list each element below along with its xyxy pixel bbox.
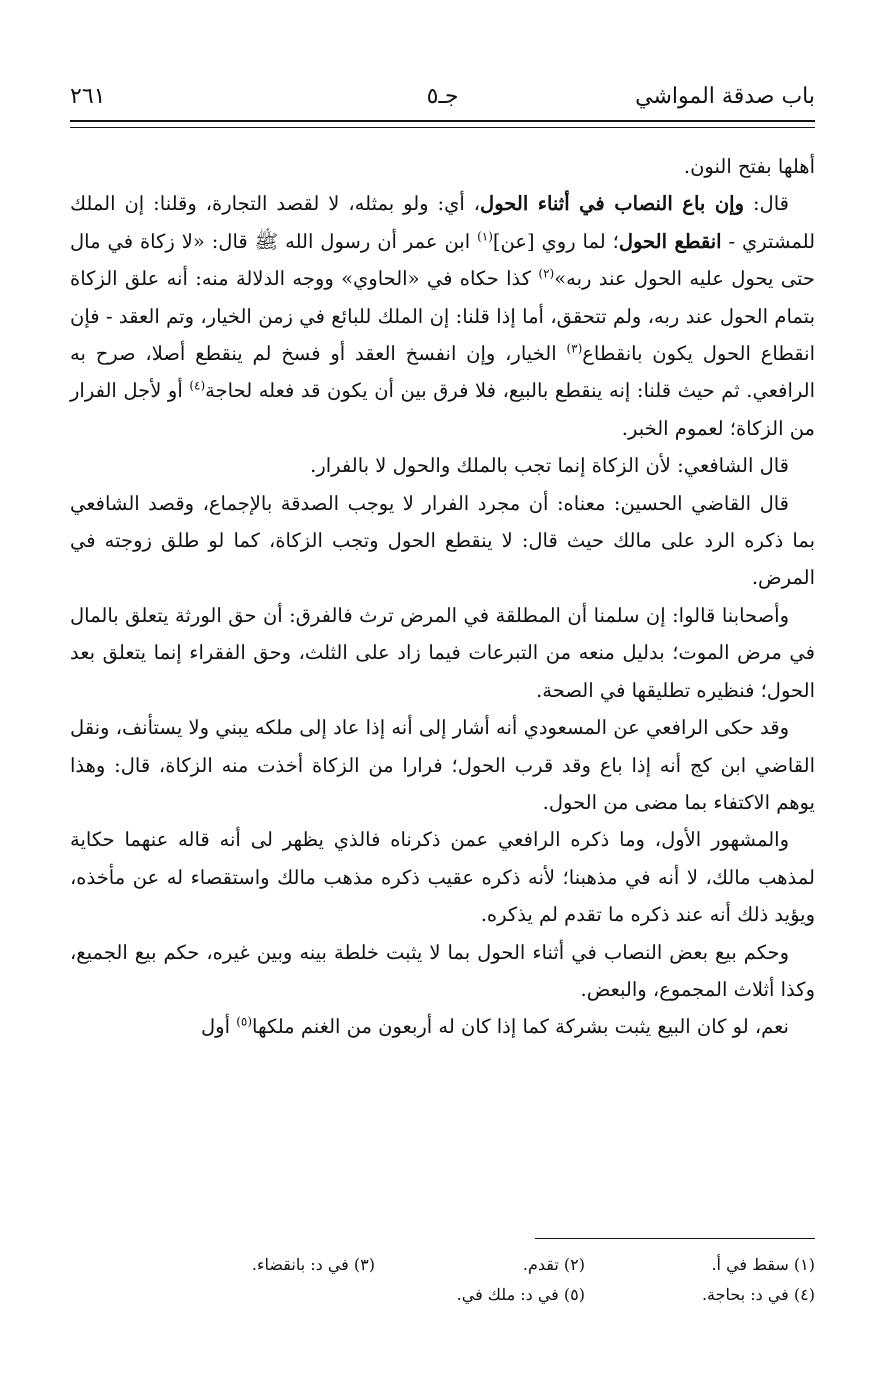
footnotes xyxy=(220,1250,815,1310)
footnote-marker: (٢) xyxy=(538,266,555,281)
matn-quote: وإن باع النصاب في أثناء الحول xyxy=(480,192,745,216)
footnote-4: (٤) في د: بحاجة. xyxy=(701,1285,815,1304)
paragraph: أهلها بفتح النون. xyxy=(683,155,815,178)
text-run: أول xyxy=(201,1015,237,1039)
matn-quote: انقطع الحول xyxy=(618,229,722,253)
main-text xyxy=(70,148,815,1046)
footnote-1: (١) سقط في أ. xyxy=(711,1255,815,1274)
text-run: ، أي: ولو بمثله، لا لقصد التجارة، وقلنا: إن الملك للمشتري - xyxy=(70,192,816,253)
text-run: أو لأجل الفرار من الزكاة؛ لعموم الخبر. xyxy=(70,379,815,440)
header-rule xyxy=(70,120,815,128)
chapter-title: باب صدقة المواشي xyxy=(635,84,815,109)
text-run: ؛ لما روي [عن] xyxy=(492,229,619,253)
text-run: قال: xyxy=(744,192,789,216)
footnote-marker: (١) xyxy=(477,229,493,244)
footnote-2: (٢) تقدم. xyxy=(522,1255,585,1274)
paragraph xyxy=(70,1008,815,1045)
paragraph: وحكم بيع بعض النصاب في أثناء الحول بما لا يثبت خلطة بينه وبين غيره، حكم بيع الجميع، وكذا أثلاث المجموع، والبعض. xyxy=(70,940,815,1001)
paragraph: وقد حكى الرافعي عن المسعودي أنه أشار إلى أنه إذا عاد إلى ملكه يبني ولا يستأنف، ونقل القاضي ابن كج أنه إذا باع وقد قرب الحول؛ فرارا من الزكاة أخذت منه الزكاة، قال: وهذا يوهم الاكتفاء بما مضى من الحول. xyxy=(70,716,815,814)
footnote-5: (٥) في د: ملك في. xyxy=(456,1285,585,1304)
paragraph: وأصحابنا قالوا: إن سلمنا أن المطلقة في المرض ترث فالفرق: أن حق الورثة يتعلق بالمال في مرض الموت؛ بدليل منعه من التبرعات فيما زاد على الثلث، وحق الفقراء إنما يتعلق بعد الحول؛ فنظيره تطليقها في الصحة. xyxy=(70,603,815,702)
text-run: نعم، لو كان البيع يثبت بشركة كما إذا كان له أربعون من الغنم ملكها xyxy=(252,1015,789,1039)
paragraph: قال القاضي الحسين: معناه: أن مجرد الفرار لا يوجب الصدقة بالإجماع، وقصد الشافعي بما ذكره الرد على مالك حيث قال: لا ينقطع الحول وتجب الزكاة، كما لو طلق زوجته في المرض. xyxy=(70,491,815,590)
running-header xyxy=(70,84,815,120)
paragraph: قال الشافعي: لأن الزكاة إنما تجب بالملك والحول لا بالفرار. xyxy=(310,454,789,478)
volume-number: جـ٥ xyxy=(426,84,459,109)
text-run: كذا حكاه في «الحاوي» ووجه الدلالة منه: أنه علق الزكاة بتمام الحول عند ربه، ولم تتحقق، أما إذا قلنا: إن الملك للبائع في زمن الخيار، وتم العقد - فإن انقطاع الحول يكون بانقطاع xyxy=(70,267,815,366)
page-number: ٢٦١ xyxy=(70,84,106,109)
footnote-marker: (٤) xyxy=(189,378,206,393)
text-run: الخيار، وإن انفسخ العقد أو فسخ لم ينقطع أصلا، صرح به الرافعي. ثم حيث قلنا: إنه ينقطع بالبيع، فلا فرق بين أن يكون قد فعله لحاجة xyxy=(70,342,815,403)
footnote-3: (٣) في د: بانقضاء. xyxy=(251,1255,375,1274)
footnote-row xyxy=(220,1280,815,1310)
footnote-marker: (٣) xyxy=(566,341,583,356)
book-page xyxy=(70,0,815,1377)
text-run: ابن عمر أن رسول الله ﷺ قال: «لا زكاة في مال حتى يحول عليه الحول عند ربه» xyxy=(70,229,815,291)
paragraph xyxy=(70,185,815,447)
footnote-rule xyxy=(535,1238,815,1239)
paragraph: والمشهور الأول، وما ذكره الرافعي عمن ذكرناه فالذي يظهر لى أنه قاله عنهما حكاية لمذهب مالك، لا أنه في مذهبنا؛ لأنه ذكره عقيب ذكره مذهب مالك واستقصاء له عن مأخذه، ويؤيد ذلك أنه عند ذكره ما تقدم لم يذكره. xyxy=(70,828,815,927)
footnote-row xyxy=(220,1250,815,1280)
footnote-marker: (٥) xyxy=(236,1014,253,1029)
